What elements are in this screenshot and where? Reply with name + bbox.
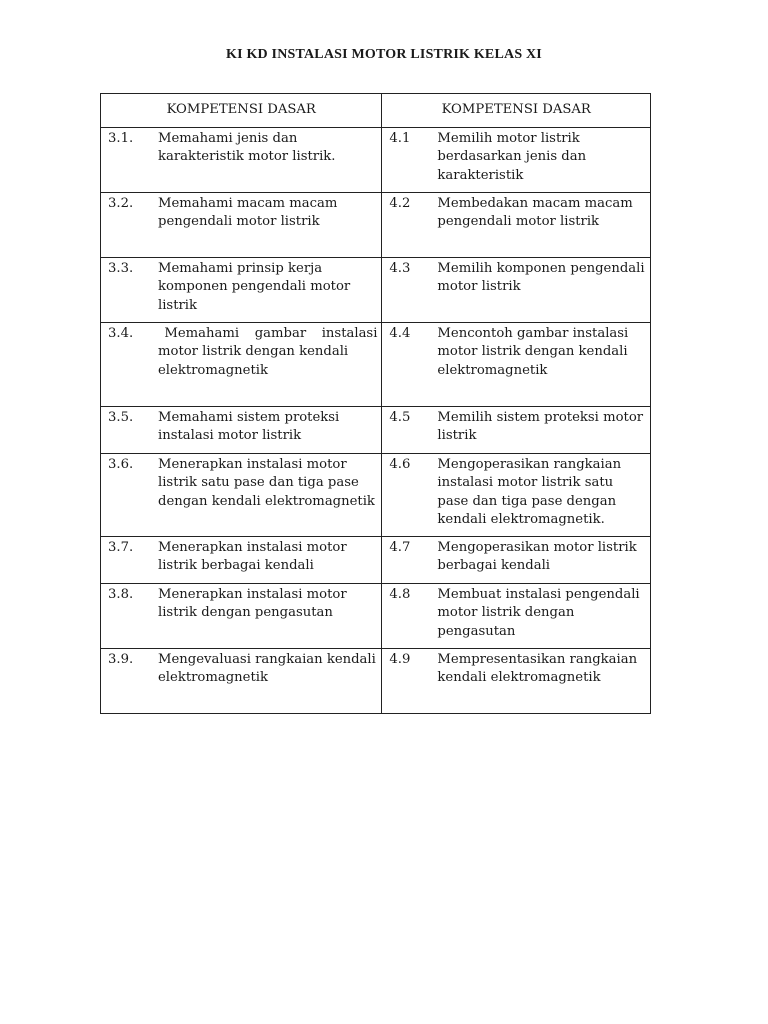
right-number: 4.4: [389, 326, 411, 341]
left-number: 3.4.: [108, 326, 134, 341]
right-cell: [382, 128, 651, 193]
left-text: Menerapkan instalasi motor listrik berbagai kendali: [158, 540, 347, 574]
table-header-row: [101, 94, 651, 128]
left-number: 3.6.: [108, 457, 134, 472]
header-left: KOMPETENSI DASAR: [101, 94, 382, 128]
right-text: Mengoperasikan rangkaian instalasi motor listrik satu pase dan tiga pase dengan kendali elektromagnetik.: [437, 457, 622, 528]
left-text-first-line: 3.4. Memahami gambar instalasi: [108, 326, 378, 341]
right-text: Membedakan macam macam pengendali motor listrik: [437, 196, 633, 230]
table-row: [101, 584, 651, 649]
right-number: 4.3: [389, 261, 411, 276]
left-cell: [101, 537, 382, 584]
left-number: 3.8.: [108, 587, 134, 602]
right-text: Mencontoh gambar instalasi motor listrik dengan kendali elektromagnetik: [437, 326, 629, 378]
left-cell: [101, 323, 382, 407]
table-row: [101, 128, 651, 193]
left-text: motor listrik dengan kendali elektromagnetik: [158, 344, 349, 378]
left-number: 3.7.: [108, 540, 134, 555]
right-cell: [382, 323, 651, 407]
left-text: Menerapkan instalasi motor listrik dengan pengasutan: [158, 587, 347, 621]
left-cell: [101, 454, 382, 537]
left-text: Memahami sistem proteksi instalasi motor listrik: [158, 410, 340, 444]
left-cell: [101, 584, 382, 649]
right-cell: [382, 537, 651, 584]
table-row: [101, 649, 651, 714]
right-text: Mempresentasikan rangkaian kendali elektromagnetik: [437, 652, 638, 686]
right-cell: [382, 454, 651, 537]
right-cell: [382, 193, 651, 258]
header-right: KOMPETENSI DASAR: [382, 94, 651, 128]
table-row: [101, 454, 651, 537]
left-cell: [101, 193, 382, 258]
right-number: 4.5: [389, 410, 411, 425]
right-text: Memilih sistem proteksi motor listrik: [437, 410, 644, 444]
right-text: Membuat instalasi pengendali motor listrik dengan pengasutan: [437, 587, 640, 639]
right-number: 4.6: [389, 457, 411, 472]
left-cell: [101, 128, 382, 193]
table-row: [101, 193, 651, 258]
right-number: 4.7: [389, 540, 411, 555]
left-text: Menerapkan instalasi motor listrik satu pase dan tiga pase dengan kendali elektromagnetik: [158, 457, 375, 509]
left-number: 3.3.: [108, 261, 134, 276]
table-row: [101, 407, 651, 454]
table-row: [101, 258, 651, 323]
table-row: [101, 537, 651, 584]
left-text: Mengevaluasi rangkaian kendali elektromagnetik: [158, 652, 376, 686]
left-cell: [101, 258, 382, 323]
right-cell: [382, 584, 651, 649]
left-text: Memahami macam macam pengendali motor listrik: [158, 196, 338, 230]
right-number: 4.8: [389, 587, 411, 602]
left-number: 3.5.: [108, 410, 134, 425]
right-number: 4.1: [389, 131, 411, 146]
right-cell: [382, 649, 651, 714]
right-cell: [382, 407, 651, 454]
competency-table: [100, 93, 651, 714]
left-text: Memahami jenis dan karakteristik motor listrik.: [158, 131, 336, 165]
right-cell: [382, 258, 651, 323]
document-title: KI KD INSTALASI MOTOR LISTRIK KELAS XI: [226, 47, 542, 62]
right-text: Memilih motor listrik berdasarkan jenis dan karakteristik: [437, 131, 587, 183]
left-number: 3.9.: [108, 652, 134, 667]
table-row: [101, 323, 651, 407]
left-text: Memahami prinsip kerja komponen pengendali motor listrik: [158, 261, 351, 313]
left-cell: [101, 407, 382, 454]
left-number: 3.2.: [108, 196, 134, 211]
right-number: 4.2: [389, 196, 411, 211]
right-text: Mengoperasikan motor listrik berbagai kendali: [437, 540, 637, 574]
right-number: 4.9: [389, 652, 411, 667]
left-cell: [101, 649, 382, 714]
left-number: 3.1.: [108, 131, 134, 146]
right-text: Memilih komponen pengendali motor listrik: [437, 261, 645, 295]
